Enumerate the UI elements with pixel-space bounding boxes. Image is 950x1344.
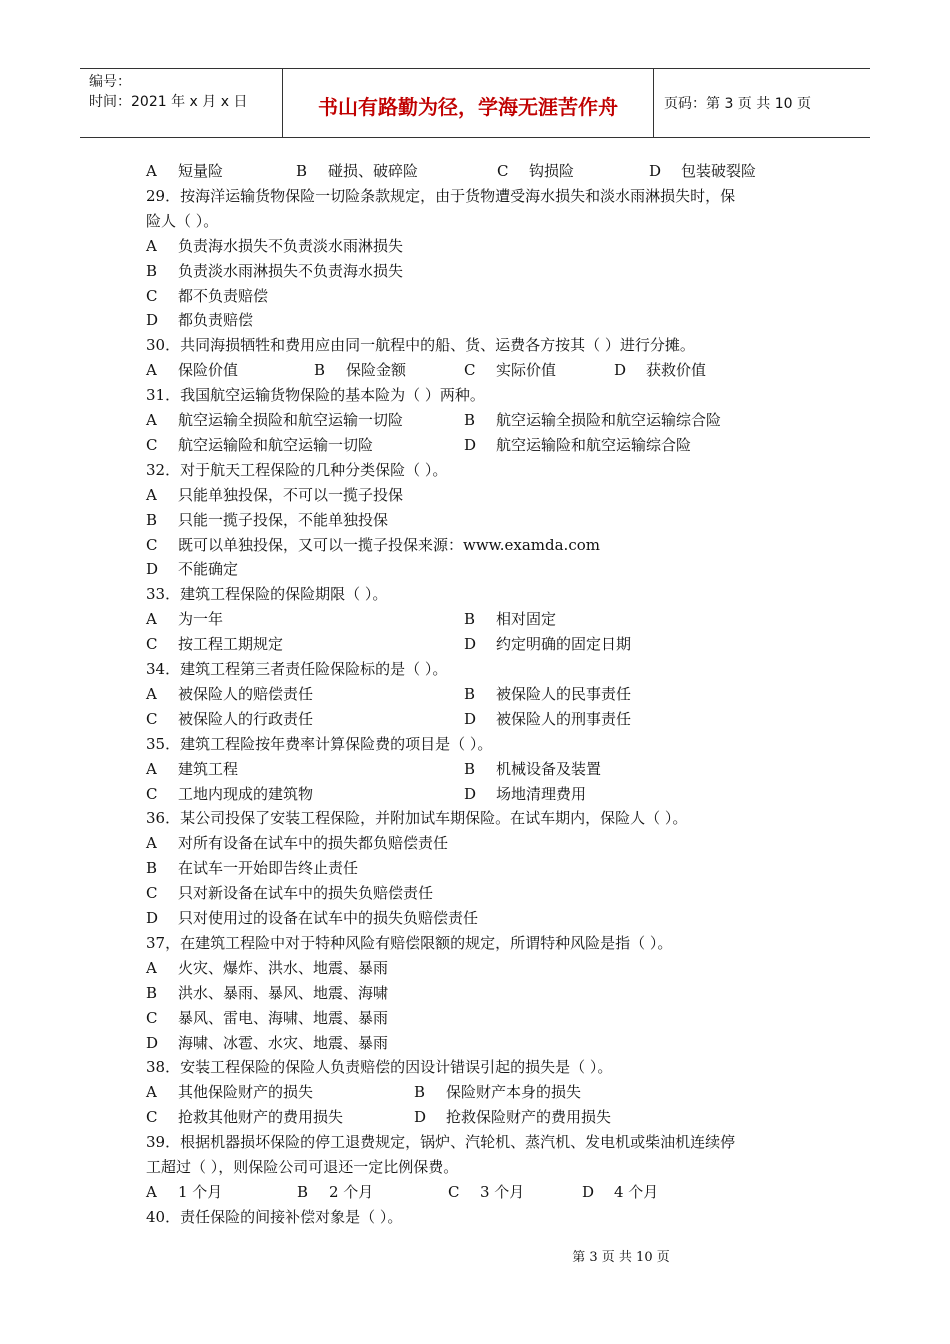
answer-option [414,1082,581,1102]
question-stem: 35．建筑工程险按年费率计算保险费的项目是（ ）。 [146,735,493,753]
answer-option [314,360,406,380]
question-stem: 31．我国航空运输货物保险的基本险为（ ）两种。 [146,386,485,404]
header-page-number: 页码：第 3 页 共 10 页 [664,96,811,112]
answer-option [464,759,601,779]
question-stem: 37，在建筑工程险中对于特种风险有赔偿限额的规定，所谓特种风险是指（ ）。 [146,934,673,952]
answer-option [146,161,223,181]
option-text: 获救价值 [646,361,707,379]
option-letter: B [146,859,158,877]
option-letter: B [146,984,158,1002]
question-stem: 39．根据机器损坏保险的停工退费规定，锅炉、汽轮机、蒸汽机、发电机或柴油机连续停 [146,1133,736,1151]
answer-option [464,609,556,629]
option-text: 钩损险 [529,162,575,180]
answer-option [146,858,358,878]
answer-option [146,410,403,430]
option-text: 被保险人的民事责任 [496,685,632,703]
option-letter: D [146,311,159,329]
answer-option [146,1008,388,1028]
document-date-label: 时间：2021 年 x 月 x 日 [89,94,248,110]
option-letter: A [146,1083,157,1101]
option-text: 建筑工程 [178,760,239,778]
option-text: 海啸、冰雹、水灾、地震、暴雨 [178,1034,389,1052]
option-letter: D [464,710,477,728]
option-text: 保险金额 [346,361,407,379]
answer-option [146,759,238,779]
option-letter: B [464,411,476,429]
option-text: 只对使用过的设备在试车中的损失负赔偿责任 [178,909,479,927]
option-letter: C [448,1183,460,1201]
option-letter: C [146,884,158,902]
option-text: 短量险 [178,162,224,180]
answer-option [146,609,223,629]
option-text: 抢救其他财产的费用损失 [178,1108,344,1126]
option-letter: D [649,162,662,180]
option-text: 场地清理费用 [496,785,587,803]
option-letter: D [464,436,477,454]
option-text: 只能一揽子投保，不能单独投保 [178,511,389,529]
answer-option [146,634,283,654]
answer-option [464,684,631,704]
answer-option [146,833,448,853]
option-letter: A [146,361,157,379]
option-letter: C [146,635,158,653]
option-text: 负责海水损失不负责淡水雨淋损失 [178,237,404,255]
answer-option [464,410,721,430]
option-text: 不能确定 [178,560,239,578]
option-letter: D [146,909,159,927]
answer-option [146,310,253,330]
option-letter: D [414,1108,427,1126]
option-text: 包装破裂险 [681,162,757,180]
question-stem: 40．责任保险的间接补偿对象是（ ）。 [146,1208,403,1226]
option-text: 航空运输全损险和航空运输一切险 [178,411,404,429]
option-text: 约定明确的固定日期 [496,635,632,653]
answer-option [146,709,313,729]
answer-option [146,784,313,804]
page-header [80,68,870,138]
option-letter: C [464,361,476,379]
answer-option [146,883,433,903]
answer-option [464,435,691,455]
option-letter: C [146,710,158,728]
answer-option [614,360,706,380]
option-text: 被保险人的刑事责任 [496,710,632,728]
option-text: 负责淡水雨淋损失不负责海水损失 [178,262,404,280]
option-text: 在试车一开始即告终止责任 [178,859,359,877]
option-text: 被保险人的行政责任 [178,710,314,728]
option-letter: D [464,785,477,803]
question-stem-continued: 险人（ ）。 [146,212,219,230]
option-text: 航空运输险和航空运输一切险 [178,436,374,454]
option-letter: A [146,237,157,255]
option-text: 都负责赔偿 [178,311,254,329]
option-letter: A [146,486,157,504]
option-text: 航空运输险和航空运输综合险 [496,436,692,454]
page-footer [0,1246,950,1265]
option-letter: C [146,785,158,803]
answer-option [146,983,388,1003]
answer-option [582,1182,658,1202]
answer-option [464,784,586,804]
question-stem: 30．共同海损牺牲和费用应由同一航程中的船、货、运费各方按其（ ）进行分摊。 [146,336,695,354]
answer-option [297,1182,373,1202]
option-letter: A [146,162,157,180]
answer-option [146,1107,343,1127]
answer-option [464,634,631,654]
option-text: 暴风、雷电、海啸、地震、暴雨 [178,1009,389,1027]
question-stem: 36．某公司投保了安装工程保险，并附加试车期保险。在试车期内，保险人（ ）。 [146,809,688,827]
question-stem: 34．建筑工程第三者责任险保险标的是（ ）。 [146,660,448,678]
question-stem-continued: 工超过（ ），则保险公司可退还一定比例保费。 [146,1158,459,1176]
answer-option [296,161,418,181]
option-text: 按工程工期规定 [178,635,284,653]
option-letter: B [464,685,476,703]
option-text: 相对固定 [496,610,557,628]
answer-option [497,161,574,181]
option-text: 被保险人的赔偿责任 [178,685,314,703]
header-motto-cell [283,69,654,137]
answer-option [146,1082,313,1102]
option-text: 火灾、爆炸、洪水、地震、暴雨 [178,959,389,977]
answer-option [464,709,631,729]
option-letter: C [146,536,158,554]
answer-option [146,485,403,505]
option-letter: B [297,1183,309,1201]
option-text: 保险财产本身的损失 [446,1083,582,1101]
answer-option [464,360,556,380]
answer-option [146,286,268,306]
option-text: 碰损、破碎险 [328,162,419,180]
option-text: 机械设备及装置 [496,760,602,778]
option-letter: C [146,287,158,305]
option-letter: D [146,1034,159,1052]
option-letter: A [146,411,157,429]
answer-option [146,559,238,579]
option-text: 洪水、暴雨、暴风、地震、海啸 [178,984,389,1002]
option-text: 只对新设备在试车中的损失负赔偿责任 [178,884,434,902]
answer-option [146,510,388,530]
answer-option [146,261,403,281]
option-letter: B [414,1083,426,1101]
answer-option [146,435,373,455]
option-text: 抢救保险财产的费用损失 [446,1108,612,1126]
option-letter: A [146,610,157,628]
question-stem: 38．安装工程保险的保险人负责赔偿的因设计错误引起的损失是（ ）。 [146,1058,613,1076]
answer-option [146,958,388,978]
answer-option [146,908,478,928]
option-letter: B [314,361,326,379]
option-letter: A [146,760,157,778]
option-text: 实际价值 [496,361,557,379]
answer-option [649,161,756,181]
option-text: 3 个月 [480,1183,525,1201]
option-letter: C [146,436,158,454]
question-stem: 32．对于航天工程保险的几种分类保险（ ）。 [146,461,448,479]
option-letter: B [464,610,476,628]
option-text: 为一年 [178,610,224,628]
option-text: 1 个月 [178,1183,223,1201]
option-text: 其他保险财产的损失 [178,1083,314,1101]
option-text: 都不负责赔偿 [178,287,269,305]
option-letter: D [146,560,159,578]
option-text: 对所有设备在试车中的损失都负赔偿责任 [178,834,449,852]
option-text: 保险价值 [178,361,239,379]
footer-page-number: 第 3 页 共 10 页 [572,1250,670,1265]
option-letter: C [146,1108,158,1126]
option-text: 只能单独投保，不可以一揽子投保 [178,486,404,504]
option-text: 2 个月 [329,1183,374,1201]
answer-option [414,1107,611,1127]
option-letter: B [464,760,476,778]
option-text: 工地内现成的建筑物 [178,785,314,803]
option-text: 航空运输全损险和航空运输综合险 [496,411,722,429]
option-text: 4 个月 [614,1183,659,1201]
question-stem: 29．按海洋运输货物保险一切险条款规定，由于货物遭受海水损失和淡水雨淋损失时，保 [146,187,736,205]
header-motto: 书山有路勤为径，学海无涯苦作舟 [318,94,618,119]
option-text: 既可以单独投保，又可以一揽子投保来源：www.examda.com [178,536,600,554]
option-letter: A [146,834,157,852]
option-letter: A [146,1183,157,1201]
header-meta-cell [80,69,283,137]
option-letter: C [497,162,509,180]
option-letter: A [146,685,157,703]
document-number-label: 编号： [89,74,131,90]
option-letter: B [146,262,158,280]
question-stem: 33．建筑工程保险的保险期限（ ）。 [146,585,388,603]
header-page-cell [654,69,870,137]
option-letter: D [464,635,477,653]
option-letter: B [146,511,158,529]
option-letter: D [614,361,627,379]
answer-option [146,1033,388,1053]
answer-option [146,535,600,555]
answer-option [448,1182,524,1202]
option-letter: D [582,1183,595,1201]
answer-option [146,236,403,256]
option-letter: C [146,1009,158,1027]
answer-option [146,1182,222,1202]
answer-option [146,684,313,704]
answer-option [146,360,238,380]
option-letter: A [146,959,157,977]
option-letter: B [296,162,308,180]
